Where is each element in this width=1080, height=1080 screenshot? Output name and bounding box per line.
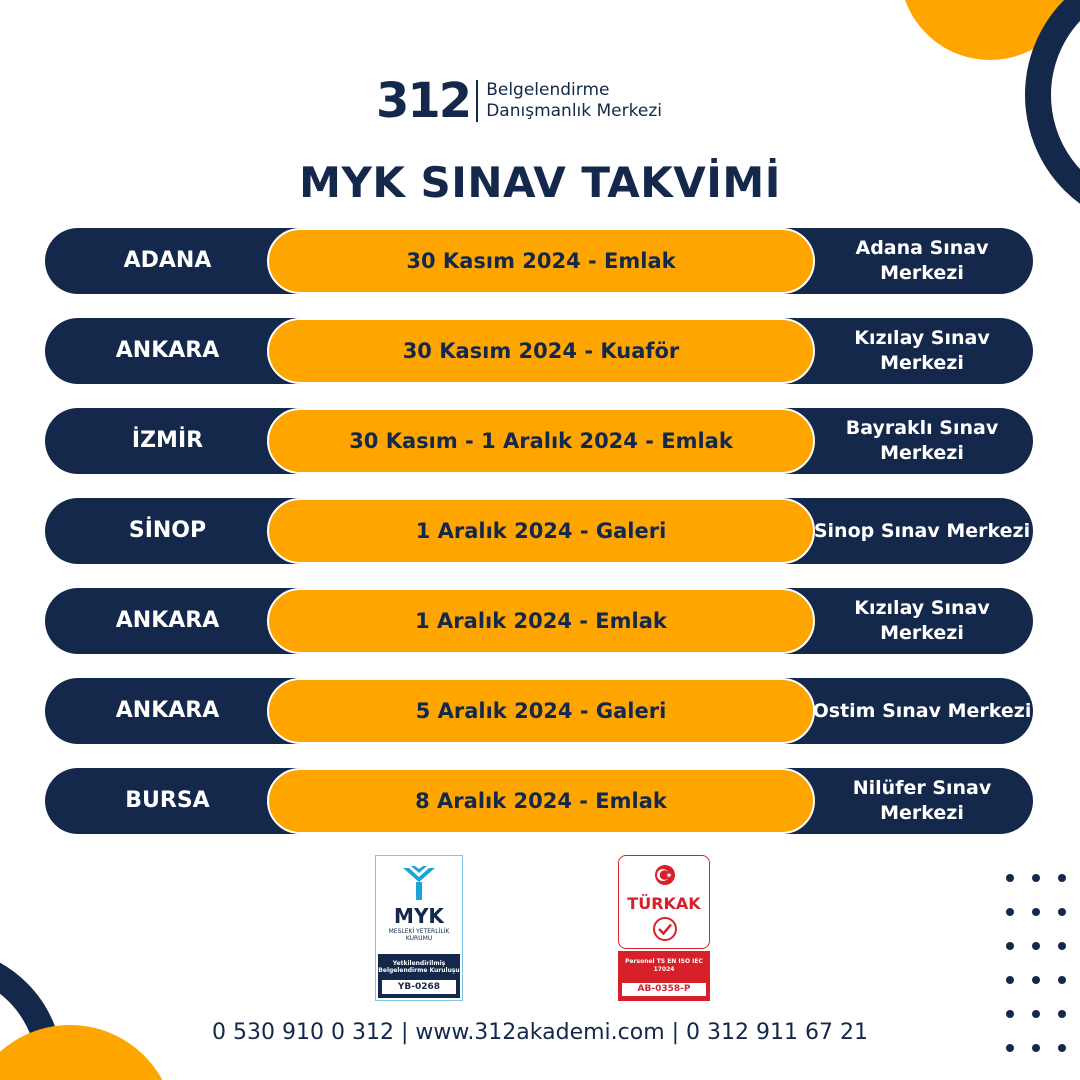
contact-line: 0 530 910 0 312 | www.312akademi.com | 0 312 911 67 21 [212, 1020, 868, 1045]
schedule-row [45, 498, 1033, 564]
row-city: ANKARA [115, 608, 220, 633]
brand-logo [376, 73, 662, 129]
turkak-emblem [618, 855, 710, 949]
row-venue: Adana Sınav Merkezi [855, 237, 989, 284]
row-venue: Sinop Sınav Merkezi [813, 519, 1031, 542]
row-event: 30 Kasım - 1 Aralık 2024 - Emlak [267, 408, 815, 474]
dot [1032, 976, 1040, 984]
page-title: MYK SINAV TAKVİMİ [299, 158, 781, 207]
dot [1032, 908, 1040, 916]
row-event: 30 Kasım 2024 - Emlak [267, 228, 815, 294]
row-city: ANKARA [115, 698, 220, 723]
schedule-row [45, 318, 1033, 384]
dot [1032, 874, 1040, 882]
row-city: ADANA [123, 248, 212, 273]
row-city: BURSA [125, 788, 210, 813]
dot-grid-decoration [1000, 868, 1072, 1068]
row-event: 1 Aralık 2024 - Galeri [267, 498, 815, 564]
row-venue: Kızılay Sınav Merkezi [854, 327, 990, 374]
row-venue: Bayraklı Sınav Merkezi [845, 417, 999, 464]
dot [1032, 942, 1040, 950]
turkak-code: AB-0358-P [622, 983, 706, 996]
dot [1032, 1044, 1040, 1052]
row-city: ANKARA [115, 338, 220, 363]
dot [1006, 942, 1014, 950]
row-event: 8 Aralık 2024 - Emlak [267, 768, 815, 834]
brand-line-2: Danışmanlık Merkezi [486, 101, 662, 121]
myk-authorized: Yetkilendirilmiş Belgelendirme Kuruluşu [378, 960, 460, 974]
myk-subtitle: MESLEKİ YETERLİLİK KURUMU [388, 928, 450, 942]
brand-divider [476, 80, 478, 122]
row-venue: Kızılay Sınav Merkezi [854, 597, 990, 644]
dot [1058, 1044, 1066, 1052]
dot [1058, 976, 1066, 984]
brand-text [486, 80, 662, 122]
row-city: SİNOP [128, 518, 207, 543]
turkak-name: TÜRKAK [627, 894, 701, 913]
row-event: 5 Aralık 2024 - Galeri [267, 678, 815, 744]
dot [1006, 874, 1014, 882]
dot [1006, 908, 1014, 916]
row-event: 30 Kasım 2024 - Kuaför [267, 318, 815, 384]
brand-mark: 312 [376, 73, 471, 129]
schedule-row [45, 678, 1033, 744]
turkak-scope: Personel TS EN ISO IEC 17024 [625, 958, 703, 973]
schedule-row [45, 408, 1033, 474]
row-city: İZMİR [131, 428, 204, 453]
schedule-row [45, 768, 1033, 834]
myk-code: YB-0268 [382, 980, 456, 994]
crescent-star-icon [654, 864, 676, 886]
schedule-row [45, 588, 1033, 654]
row-venue: Nilüfer Sınav Merkezi [852, 777, 992, 824]
dot [1006, 1044, 1014, 1052]
turkak-badge [618, 951, 710, 1001]
turkak-check-icon [652, 916, 678, 942]
dot [1006, 976, 1014, 984]
schedule-row [45, 228, 1033, 294]
myk-logo [375, 855, 463, 1001]
dot [1006, 1010, 1014, 1018]
brand-line-1: Belgelendirme [486, 80, 610, 100]
turkak-logo [618, 855, 710, 1001]
dot [1058, 942, 1066, 950]
dot [1032, 1010, 1040, 1018]
dot [1058, 1010, 1066, 1018]
dot [1058, 874, 1066, 882]
myk-name: MYK [394, 904, 444, 928]
myk-badge [378, 954, 460, 998]
row-venue: Ostim Sınav Merkezi [812, 699, 1032, 722]
row-event: 1 Aralık 2024 - Emlak [267, 588, 815, 654]
dot [1058, 908, 1066, 916]
myk-emblem-icon [399, 862, 439, 902]
